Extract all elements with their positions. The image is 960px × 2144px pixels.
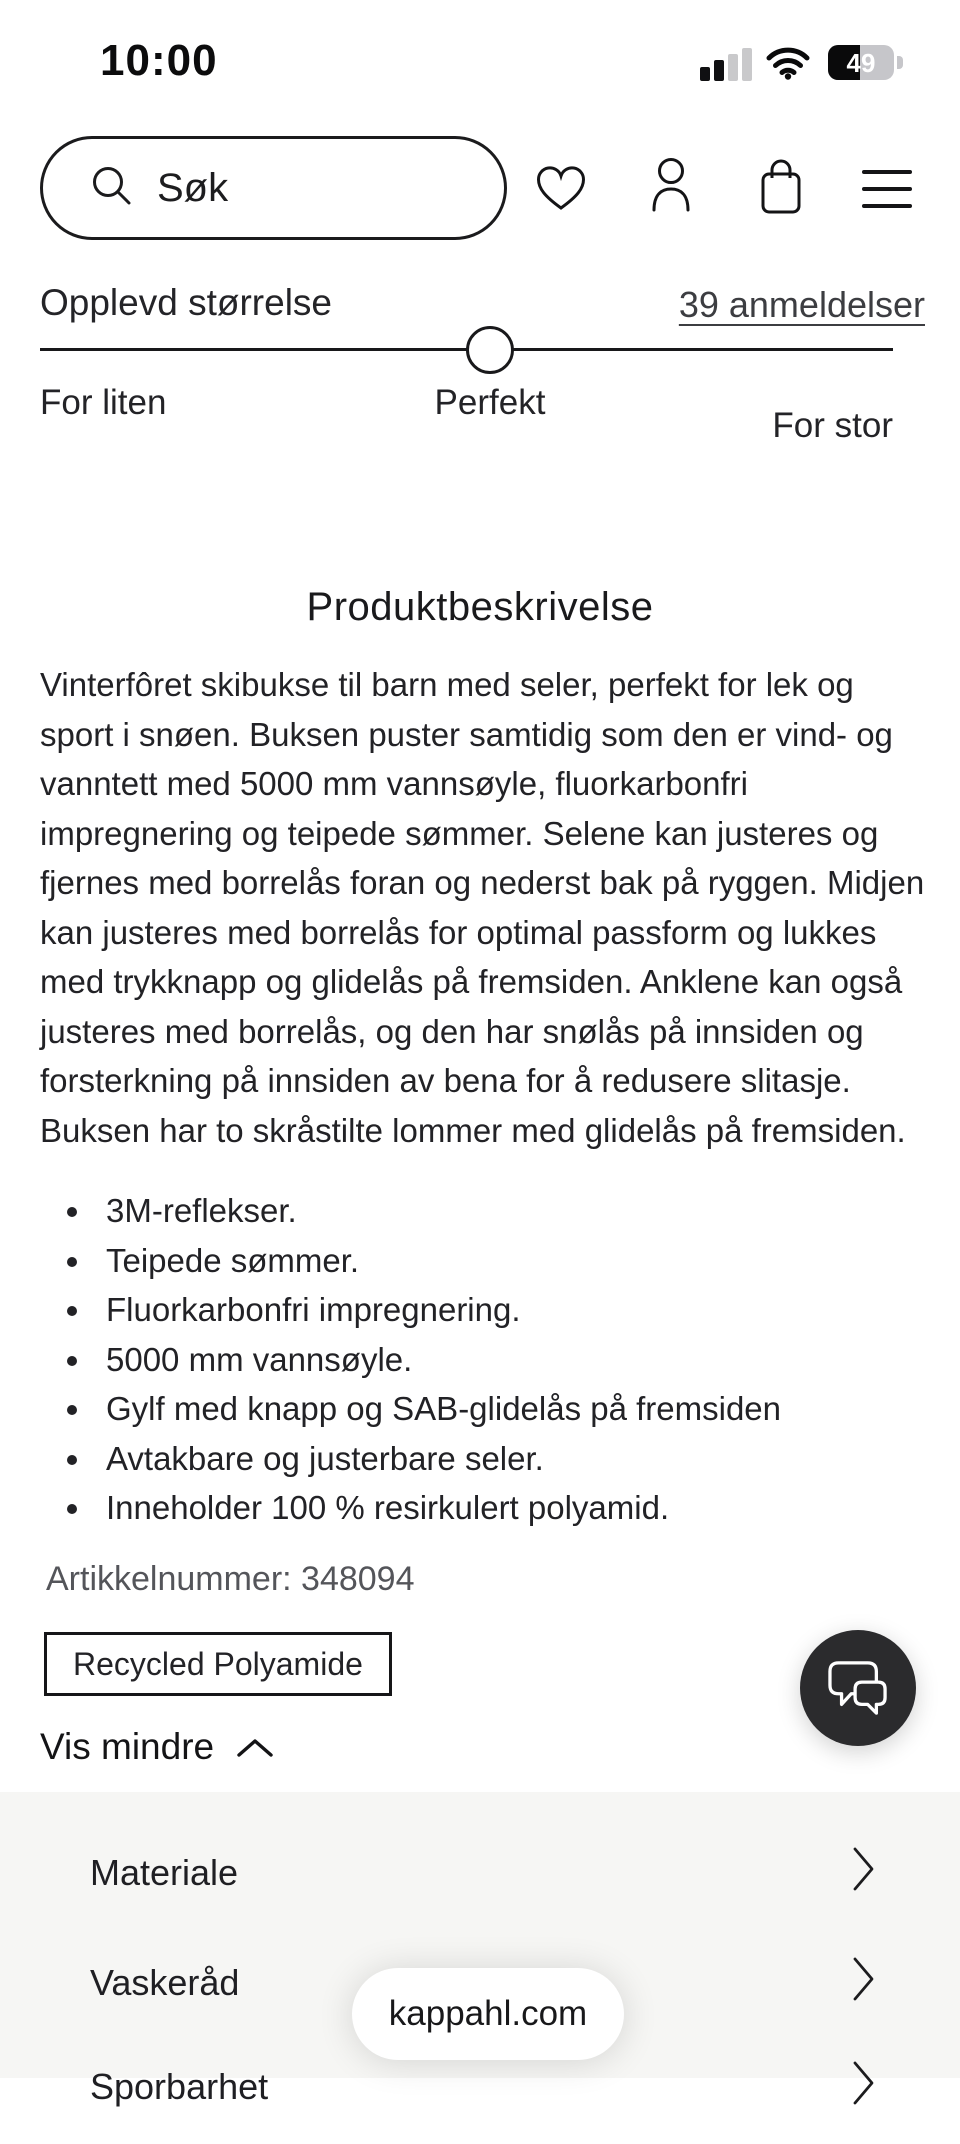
search-icon: [91, 165, 133, 212]
wishlist-heart-icon[interactable]: [534, 164, 588, 215]
show-less-button[interactable]: [40, 1726, 274, 1768]
chat-icon: [827, 1658, 889, 1719]
size-slider-handle[interactable]: [466, 326, 514, 374]
browser-url-pill[interactable]: kappahl.com: [352, 1968, 624, 2060]
feature-item: • 3M-reflekser.: [94, 1186, 920, 1236]
battery-percent: 49: [846, 48, 876, 78]
reviews-link[interactable]: 39 anmeldelser: [678, 284, 925, 325]
feature-item: • Inneholder 100 % resirkulert polyamid.: [94, 1483, 920, 1533]
chat-button[interactable]: [800, 1630, 916, 1746]
feature-item: • Avtakbare og justerbare seler.: [94, 1434, 920, 1484]
feature-item: • Fluorkarbonfri impregnering.: [94, 1285, 920, 1335]
product-description-text: Vinterfôret skibukse til barn med seler, perfekt for lek og sport i snøen. Buksen puster samtidig som den er vind- og vanntett med 5000 mm vannsøyle, fluorkarbonfri impregnering og teipede sømmer. Selene kan justeres og fjernes med borrelås foran og nederst bak på ryggen. Midjen kan justeres med borrelås for optimal passform og lukkes med trykknapp og glidelås på fremsiden. Anklene kan også justeres med borrelås, og den har snølås på innsiden og forsterkning på innsiden av bena for å redusere slitasje. Buksen har to skråstilte lommer med glidelås på fremsiden.: [40, 666, 925, 1149]
search-bar[interactable]: [40, 136, 507, 240]
accordion-row-materiale[interactable]: [40, 1830, 920, 1930]
accordion-label-materiale: Materiale: [90, 1852, 239, 1893]
feature-item: • Teipede sømmer.: [94, 1236, 920, 1286]
product-description-heading: Produktbeskrivelse: [306, 585, 654, 629]
account-icon[interactable]: [650, 158, 692, 217]
accordion-label-sporbarhet: Sporbarhet: [90, 2066, 269, 2107]
article-number: Artikkelnummer: 348094: [46, 1560, 415, 1598]
slider-label-perfect: Perfekt: [434, 383, 546, 422]
battery-icon: [828, 45, 894, 80]
signal-strength-icon: [700, 46, 754, 81]
slider-label-too-big: For stor: [772, 406, 893, 445]
material-badge[interactable]: Recycled Polyamide: [44, 1632, 392, 1696]
feature-list: [40, 1186, 920, 1533]
perceived-size-title: Opplevd størrelse: [40, 282, 332, 323]
slider-label-too-small: For liten: [40, 383, 167, 422]
status-time: 10:00: [100, 36, 218, 85]
chevron-up-icon: [236, 1726, 274, 1768]
wifi-icon: [766, 46, 810, 85]
accordion-label-vaskerad: Vaskeråd: [90, 1962, 240, 2003]
menu-icon[interactable]: [862, 170, 912, 208]
search-input[interactable]: [157, 166, 437, 211]
show-less-label: Vis mindre: [40, 1726, 215, 1767]
feature-item: • Gylf med knapp og SAB-glidelås på fremsiden: [94, 1384, 920, 1434]
cart-bag-icon[interactable]: [758, 158, 804, 219]
feature-item: • 5000 mm vannsøyle.: [94, 1335, 920, 1385]
battery-cap: [897, 56, 903, 69]
